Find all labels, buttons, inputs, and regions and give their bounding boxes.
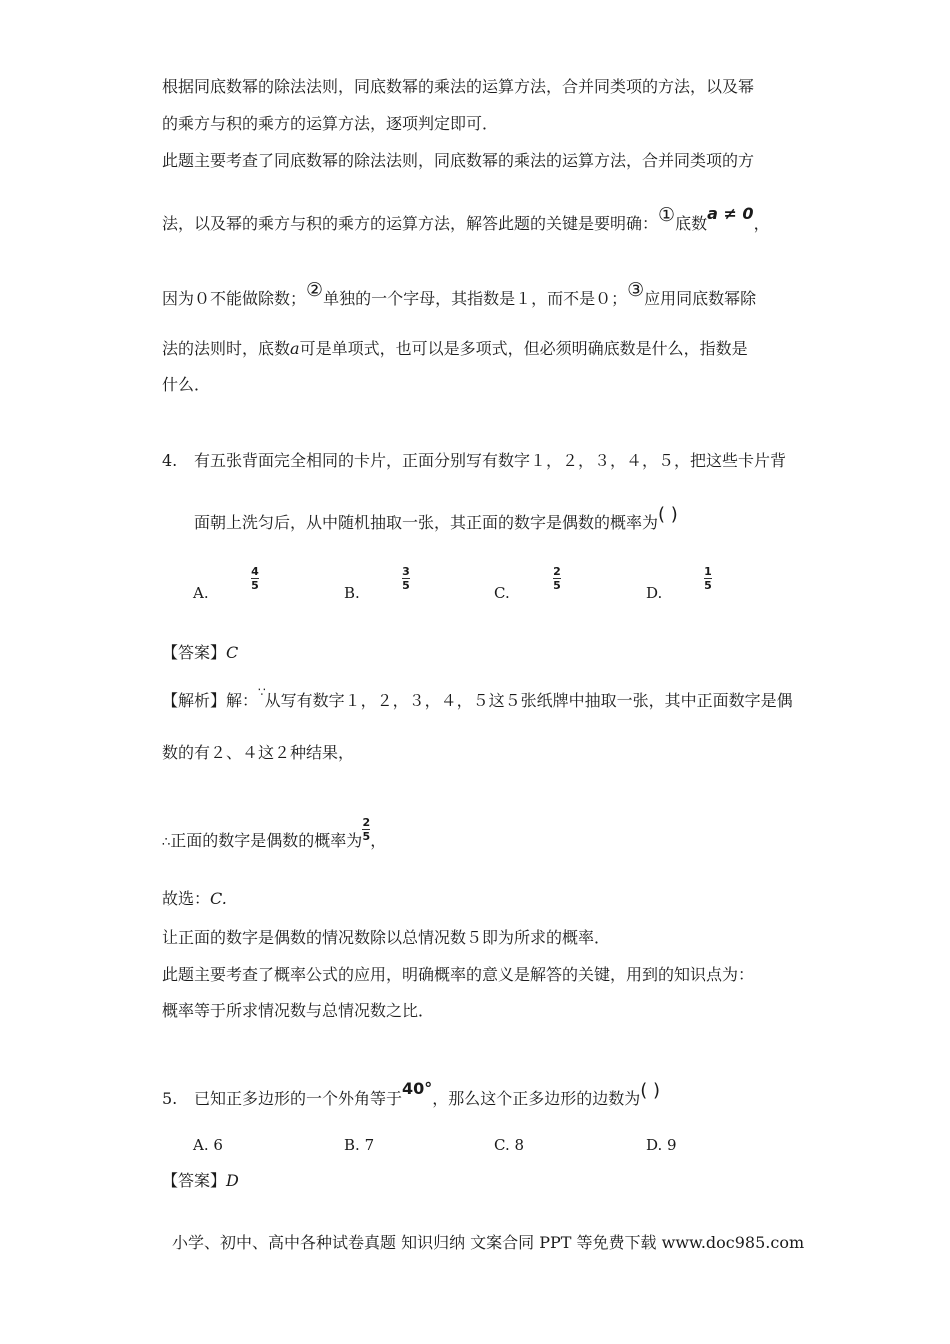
answer-label: 【答案】 [162, 1171, 227, 1190]
para2-line2-text: 法，以及幂的乘方与积的乘方的运算方法，解答此题的关键是要明确： [162, 214, 659, 233]
variable-a: a [290, 339, 300, 358]
q4-analysis-line2: 数的有２、４这２种结果， [162, 743, 355, 762]
q4-option-a-label: A. [193, 584, 209, 602]
frac-denominator: 5 [553, 579, 561, 592]
option-label: A. [193, 1136, 209, 1154]
q5-number: 5. [162, 1089, 178, 1108]
frac-denominator: 5 [402, 579, 410, 592]
para2-line3-text-a: 因为０不能做除数； [162, 289, 307, 308]
q4-option-c-label: C. [494, 584, 510, 602]
para2-comma: ， [753, 214, 770, 233]
para1-line2: 的乘方与积的乘方的运算方法，逐项判定即可． [162, 114, 499, 133]
q4-number: 4. [162, 451, 178, 470]
para2-line1: 此题主要考查了同底数幂的除法法则，同底数幂的乘法的运算方法，合并同类项的方 [162, 151, 755, 170]
para2-line2 [162, 204, 770, 235]
option-label: B. [344, 1136, 360, 1154]
q5-option-c [494, 1136, 524, 1154]
frac-numerator: 1 [704, 565, 712, 578]
frac-denominator: 5 [362, 830, 371, 843]
para2-line4-text-a: 法的法则时，底数 [162, 339, 291, 358]
analysis-text: 从写有数字１，２，３，４，５这５张纸牌中抽取一张，其中正面数字是偶 [264, 691, 793, 710]
q4-answer [162, 642, 238, 664]
q5-text-b: ，那么这个正多边形的边数为 [432, 1089, 641, 1108]
option-value: 8 [514, 1136, 525, 1154]
frac-numerator: 3 [402, 565, 410, 578]
analysis-label: 【解析】 [162, 691, 227, 710]
q5-answer-paren: ( ) [640, 1080, 661, 1101]
para2-line4-text-b: 可是单项式，也可以是多项式，但必须明确底数是什么，指数是 [299, 339, 748, 358]
option-label: C. [494, 1136, 510, 1154]
choose-label: 故选： [162, 889, 211, 908]
option-value: 7 [364, 1136, 375, 1154]
q4-option-c-fraction [553, 566, 561, 591]
frac-numerator: 2 [553, 565, 561, 578]
q4-explain-line3: 概率等于所求情况数与总情况数之比． [162, 1001, 435, 1020]
frac-numerator: 2 [362, 816, 371, 829]
q5-answer [162, 1170, 239, 1192]
analysis-comma: ， [370, 831, 387, 850]
because-symbol: ∵ [258, 685, 265, 699]
q4-option-b-fraction [402, 566, 410, 591]
answer-value: C [226, 643, 239, 662]
frac-denominator: 5 [704, 579, 712, 592]
answer-label: 【答案】 [162, 643, 227, 662]
circle-two-icon: ② [306, 279, 324, 301]
q4-text-line1: 有五张背面完全相同的卡片，正面分别写有数字１，２，３，４，５，把这些卡片背 [194, 451, 787, 470]
option-value: 9 [667, 1136, 677, 1154]
q4-analysis-line1 [162, 685, 793, 713]
q4-option-d-label: D. [646, 584, 663, 602]
circle-one-icon: ① [658, 204, 676, 226]
analysis-probability-text: 正面的数字是偶数的概率为 [170, 831, 363, 850]
q4-text-line2 [194, 504, 678, 534]
circle-three-icon: ③ [627, 279, 645, 301]
q4-answer-paren: ( ) [658, 504, 678, 525]
q5-option-a [193, 1136, 223, 1154]
therefore-symbol: ∴ [162, 835, 171, 850]
q4-explain-line2: 此题主要考查了概率公式的应用，明确概率的意义是解答的关键，用到的知识点为： [162, 965, 755, 984]
q4-option-b-label: B. [344, 584, 360, 602]
q4-choose [162, 888, 227, 910]
para1-line1: 根据同底数幂的除法法则，同底数幂的乘法的运算方法，合并同类项的方法，以及幂 [162, 77, 755, 96]
analysis-fraction [362, 817, 370, 842]
para2-line3-text-b: 单独的一个字母，其指数是１，而不是０； [323, 289, 628, 308]
frac-numerator: 4 [251, 565, 259, 578]
q4-analysis-line3 [162, 816, 387, 854]
q4-option-d-fraction [704, 566, 712, 591]
q4-option-a-fraction [251, 566, 259, 591]
frac-denominator: 5 [251, 579, 259, 592]
q5-text [194, 1079, 661, 1110]
option-label: D. [646, 1136, 663, 1154]
math-condition: a ≠ 0 [707, 204, 754, 223]
q4-explain-line1: 让正面的数字是偶数的情况数除以总情况数５即为所求的概率． [162, 928, 611, 947]
answer-value: D [226, 1171, 239, 1190]
q5-option-d [646, 1136, 677, 1154]
para2-line3-text-c: 应用同底数幂除 [644, 289, 757, 308]
choose-value: C. [210, 889, 227, 908]
option-value: 6 [213, 1136, 223, 1154]
para2-line3 [162, 279, 757, 310]
q5-option-b [344, 1136, 374, 1154]
para2-line5: 什么． [162, 375, 211, 394]
para2-base-label: 底数 [675, 214, 708, 233]
page-footer: 小学、初中、高中各种试卷真题 知识归纳 文案合同 PPT 等免费下载 www.doc985.com [172, 1233, 805, 1252]
analysis-solution-word: 解： [226, 691, 259, 710]
q5-text-a: 已知正多边形的一个外角等于 [194, 1089, 403, 1108]
para2-line4 [162, 338, 748, 360]
q4-text-line2-body: 面朝上洗匀后，从中随机抽取一张，其正面的数字是偶数的概率为 [194, 513, 659, 532]
q5-angle: 40° [402, 1079, 433, 1098]
